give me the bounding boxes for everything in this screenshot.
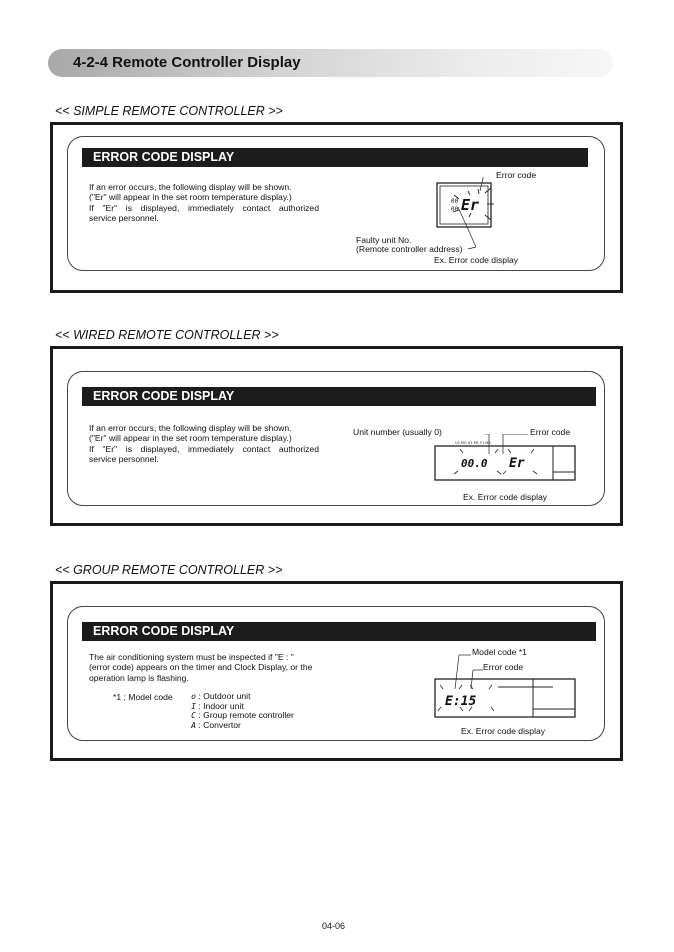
lcd-unit-number: 00.0 xyxy=(461,457,488,470)
faulty-unit-label: Faulty unit No. xyxy=(356,235,412,245)
list-item: I : Indoor unit xyxy=(191,700,244,711)
example-caption: Ex. Error code display xyxy=(434,255,519,265)
lcd-error-code: Er xyxy=(509,456,525,471)
desc-line: service personnel. xyxy=(89,454,159,465)
model-code-label: Model code *1 xyxy=(472,647,527,657)
lcd-error-code: E:15 xyxy=(445,694,477,709)
desc-line: If "Er" is displayed, immediately contact authorized xyxy=(89,443,319,454)
model-code-list xyxy=(184,692,294,730)
list-item: C : Group remote controller xyxy=(191,710,294,720)
error-code-label: Error code xyxy=(530,427,571,437)
wired-panel xyxy=(67,371,605,506)
simple-lcd-display xyxy=(436,177,526,257)
desc-line: If an error occurs, the following display will be shown. xyxy=(89,182,292,192)
group-panel xyxy=(67,606,605,741)
group-description xyxy=(89,652,329,683)
desc-line: operation lamp is flashing. xyxy=(89,672,189,683)
section-wired xyxy=(50,346,623,526)
lcd-error-code: Er xyxy=(461,196,480,214)
wired-lcd-display xyxy=(433,434,583,490)
desc-line: The air conditioning system must be inspected if "E : " xyxy=(89,652,294,662)
simple-panel xyxy=(67,136,605,271)
section-bar-title: ERROR CODE DISPLAY xyxy=(82,148,588,167)
section-simple xyxy=(50,122,623,293)
desc-line: If "Er" is displayed, immediately contact authorized xyxy=(89,202,319,213)
example-caption: Ex. Error code display xyxy=(461,726,546,736)
error-code-label: Error code xyxy=(483,662,524,672)
section-heading-simple: << SIMPLE REMOTE CONTROLLER >> xyxy=(55,104,283,118)
desc-line: service personnel. xyxy=(89,213,159,224)
page-title: 4-2-4 Remote Controller Display xyxy=(73,54,301,71)
group-lcd-display xyxy=(433,651,583,723)
error-code-label: Error code xyxy=(496,170,537,180)
example-caption: Ex. Error code display xyxy=(463,492,548,502)
model-code-title: *1 ; Model code xyxy=(113,692,173,702)
wired-description xyxy=(89,423,319,465)
title-bar xyxy=(48,49,613,77)
desc-line: (error code) appears on the timer and Clock Display, or the xyxy=(89,662,313,673)
unit-number-label: Unit number (usually 0) xyxy=(353,427,442,437)
lcd-unit-top: 00 xyxy=(451,198,459,205)
section-heading-wired: << WIRED REMOTE CONTROLLER >> xyxy=(55,328,279,342)
desc-line: ("Er" will appear in the set room temperature display.) xyxy=(89,192,292,203)
svg-text:U2 MO U1 M1 F1 M3: U2 MO U1 M1 F1 M3 xyxy=(455,441,491,445)
lcd-unit-bottom: 00 xyxy=(451,206,459,213)
section-heading-group: << GROUP REMOTE CONTROLLER >> xyxy=(55,563,283,577)
list-item: o : Outdoor unit xyxy=(191,691,251,701)
section-group xyxy=(50,581,623,761)
desc-line: ("Er" will appear in the set room temperature display.) xyxy=(89,433,292,444)
simple-description xyxy=(89,182,319,224)
desc-line: If an error occurs, the following display will be shown. xyxy=(89,423,292,433)
page-number: 04-06 xyxy=(322,921,346,931)
section-bar-title: ERROR CODE DISPLAY xyxy=(82,387,596,406)
remote-address-label: (Remote controller address) xyxy=(356,244,463,254)
list-item: A : Convertor xyxy=(191,719,241,730)
section-bar-title: ERROR CODE DISPLAY xyxy=(82,622,596,641)
